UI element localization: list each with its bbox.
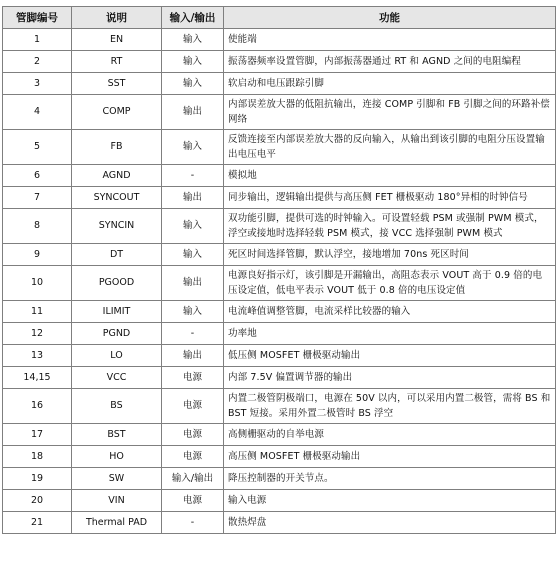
pin-name-cell: ILIMIT (72, 301, 162, 323)
table-row (3, 165, 556, 187)
pin-function-cell: 振荡器频率设置管脚，内部振荡器通过 RT 和 AGND 之间的电阻编程 (224, 51, 556, 73)
table-row (3, 468, 556, 490)
pin-io-cell: - (162, 323, 224, 345)
pin-number-cell: 10 (3, 266, 72, 301)
pin-io-cell: 输入 (162, 29, 224, 51)
pin-io-cell: - (162, 165, 224, 187)
pin-name-cell: COMP (72, 95, 162, 130)
pin-function-cell: 同步输出，逻辑输出提供与高压侧 FET 栅极驱动 180°异相的时钟信号 (224, 187, 556, 209)
pin-io-cell: 输出 (162, 345, 224, 367)
pin-io-cell: 电源 (162, 367, 224, 389)
table-row (3, 301, 556, 323)
pin-function-cell: 内部 7.5V 偏置调节器的输出 (224, 367, 556, 389)
pin-number-cell: 8 (3, 209, 72, 244)
pin-name-cell: RT (72, 51, 162, 73)
pin-number-cell: 4 (3, 95, 72, 130)
pin-io-cell: 输入 (162, 209, 224, 244)
table-row (3, 323, 556, 345)
table-row (3, 424, 556, 446)
pin-name-cell: AGND (72, 165, 162, 187)
pin-name-cell: BST (72, 424, 162, 446)
pin-number-cell: 19 (3, 468, 72, 490)
pin-number-cell: 17 (3, 424, 72, 446)
table-row (3, 244, 556, 266)
pin-function-cell: 死区时间选择管脚，默认浮空，接地增加 70ns 死区时间 (224, 244, 556, 266)
pin-io-cell: 输入 (162, 301, 224, 323)
pin-number-cell: 20 (3, 490, 72, 512)
pin-io-cell: 输入 (162, 244, 224, 266)
pin-function-cell: 内置二极管阴极端口，电源在 50V 以内，可以采用内置二极管，需将 BS 和 BST 短接。采用外置二极管时 BS 浮空 (224, 389, 556, 424)
pin-name-cell: SYNCOUT (72, 187, 162, 209)
pin-function-cell: 高压侧 MOSFET 栅极驱动输出 (224, 446, 556, 468)
pin-number-cell: 6 (3, 165, 72, 187)
pin-function-cell: 高侧栅驱动的自举电源 (224, 424, 556, 446)
pin-io-cell: 电源 (162, 424, 224, 446)
pin-name-cell: FB (72, 130, 162, 165)
table-row (3, 512, 556, 534)
pin-function-cell: 软启动和电压跟踪引脚 (224, 73, 556, 95)
pin-number-cell: 7 (3, 187, 72, 209)
pin-name-cell: VIN (72, 490, 162, 512)
pin-number-cell: 16 (3, 389, 72, 424)
header-function: 功能 (224, 7, 556, 29)
pin-io-cell: 电源 (162, 446, 224, 468)
pin-function-cell: 输入电源 (224, 490, 556, 512)
table-header-row (3, 7, 556, 29)
table-row (3, 446, 556, 468)
pin-number-cell: 2 (3, 51, 72, 73)
pin-name-cell: PGOOD (72, 266, 162, 301)
pin-function-cell: 低压侧 MOSFET 栅极驱动输出 (224, 345, 556, 367)
table-row (3, 187, 556, 209)
pin-io-cell: - (162, 512, 224, 534)
pin-name-cell: Thermal PAD (72, 512, 162, 534)
pin-name-cell: LO (72, 345, 162, 367)
pin-function-cell: 电源良好指示灯，该引脚是开漏输出，高阻态表示 VOUT 高于 0.9 倍的电压设定值，低电平表示 VOUT 低于 0.8 倍的电压设定值 (224, 266, 556, 301)
header-io: 输入/输出 (162, 7, 224, 29)
pin-function-cell: 反馈连接至内部误差放大器的反向输入，从输出到该引脚的电阻分压设置输出电压电平 (224, 130, 556, 165)
pin-io-cell: 输出 (162, 95, 224, 130)
pin-number-cell: 14,15 (3, 367, 72, 389)
pin-name-cell: SST (72, 73, 162, 95)
pin-number-cell: 21 (3, 512, 72, 534)
pin-number-cell: 9 (3, 244, 72, 266)
table-row (3, 266, 556, 301)
pin-name-cell: VCC (72, 367, 162, 389)
table-row (3, 29, 556, 51)
pin-name-cell: PGND (72, 323, 162, 345)
pin-function-cell: 内部误差放大器的低阻抗输出，连接 COMP 引脚和 FB 引脚之间的环路补偿网络 (224, 95, 556, 130)
table-row (3, 73, 556, 95)
pin-function-cell: 使能端 (224, 29, 556, 51)
pin-function-cell: 散热焊盘 (224, 512, 556, 534)
pin-io-cell: 输出 (162, 187, 224, 209)
pin-io-cell: 电源 (162, 389, 224, 424)
pin-io-cell: 输出 (162, 266, 224, 301)
table-row (3, 490, 556, 512)
pin-number-cell: 13 (3, 345, 72, 367)
pin-number-cell: 3 (3, 73, 72, 95)
pin-name-cell: SYNCIN (72, 209, 162, 244)
pin-name-cell: BS (72, 389, 162, 424)
table-row (3, 130, 556, 165)
table-row (3, 367, 556, 389)
table-row (3, 389, 556, 424)
table-row (3, 209, 556, 244)
pin-function-cell: 模拟地 (224, 165, 556, 187)
pin-name-cell: HO (72, 446, 162, 468)
table-row (3, 51, 556, 73)
header-pin-number: 管脚编号 (3, 7, 72, 29)
pin-function-cell: 双功能引脚，提供可选的时钟输入。可设置轻载 PSM 或强制 PWM 模式，浮空或接地时选择轻载 PSM 模式，接 VCC 选择强制 PWM 模式 (224, 209, 556, 244)
pin-function-cell: 功率地 (224, 323, 556, 345)
pin-io-cell: 输入/输出 (162, 468, 224, 490)
pin-number-cell: 18 (3, 446, 72, 468)
pin-io-cell: 电源 (162, 490, 224, 512)
pin-io-cell: 输入 (162, 130, 224, 165)
table-row (3, 95, 556, 130)
pin-function-cell: 降压控制器的开关节点。 (224, 468, 556, 490)
header-name: 说明 (72, 7, 162, 29)
pin-description-table (2, 6, 556, 534)
table-row (3, 345, 556, 367)
pin-number-cell: 12 (3, 323, 72, 345)
pin-function-cell: 电流峰值调整管脚，电流采样比较器的输入 (224, 301, 556, 323)
pin-number-cell: 1 (3, 29, 72, 51)
pin-name-cell: SW (72, 468, 162, 490)
pin-number-cell: 5 (3, 130, 72, 165)
pin-number-cell: 11 (3, 301, 72, 323)
pin-io-cell: 输入 (162, 51, 224, 73)
pin-name-cell: EN (72, 29, 162, 51)
pin-io-cell: 输入 (162, 73, 224, 95)
pin-name-cell: DT (72, 244, 162, 266)
